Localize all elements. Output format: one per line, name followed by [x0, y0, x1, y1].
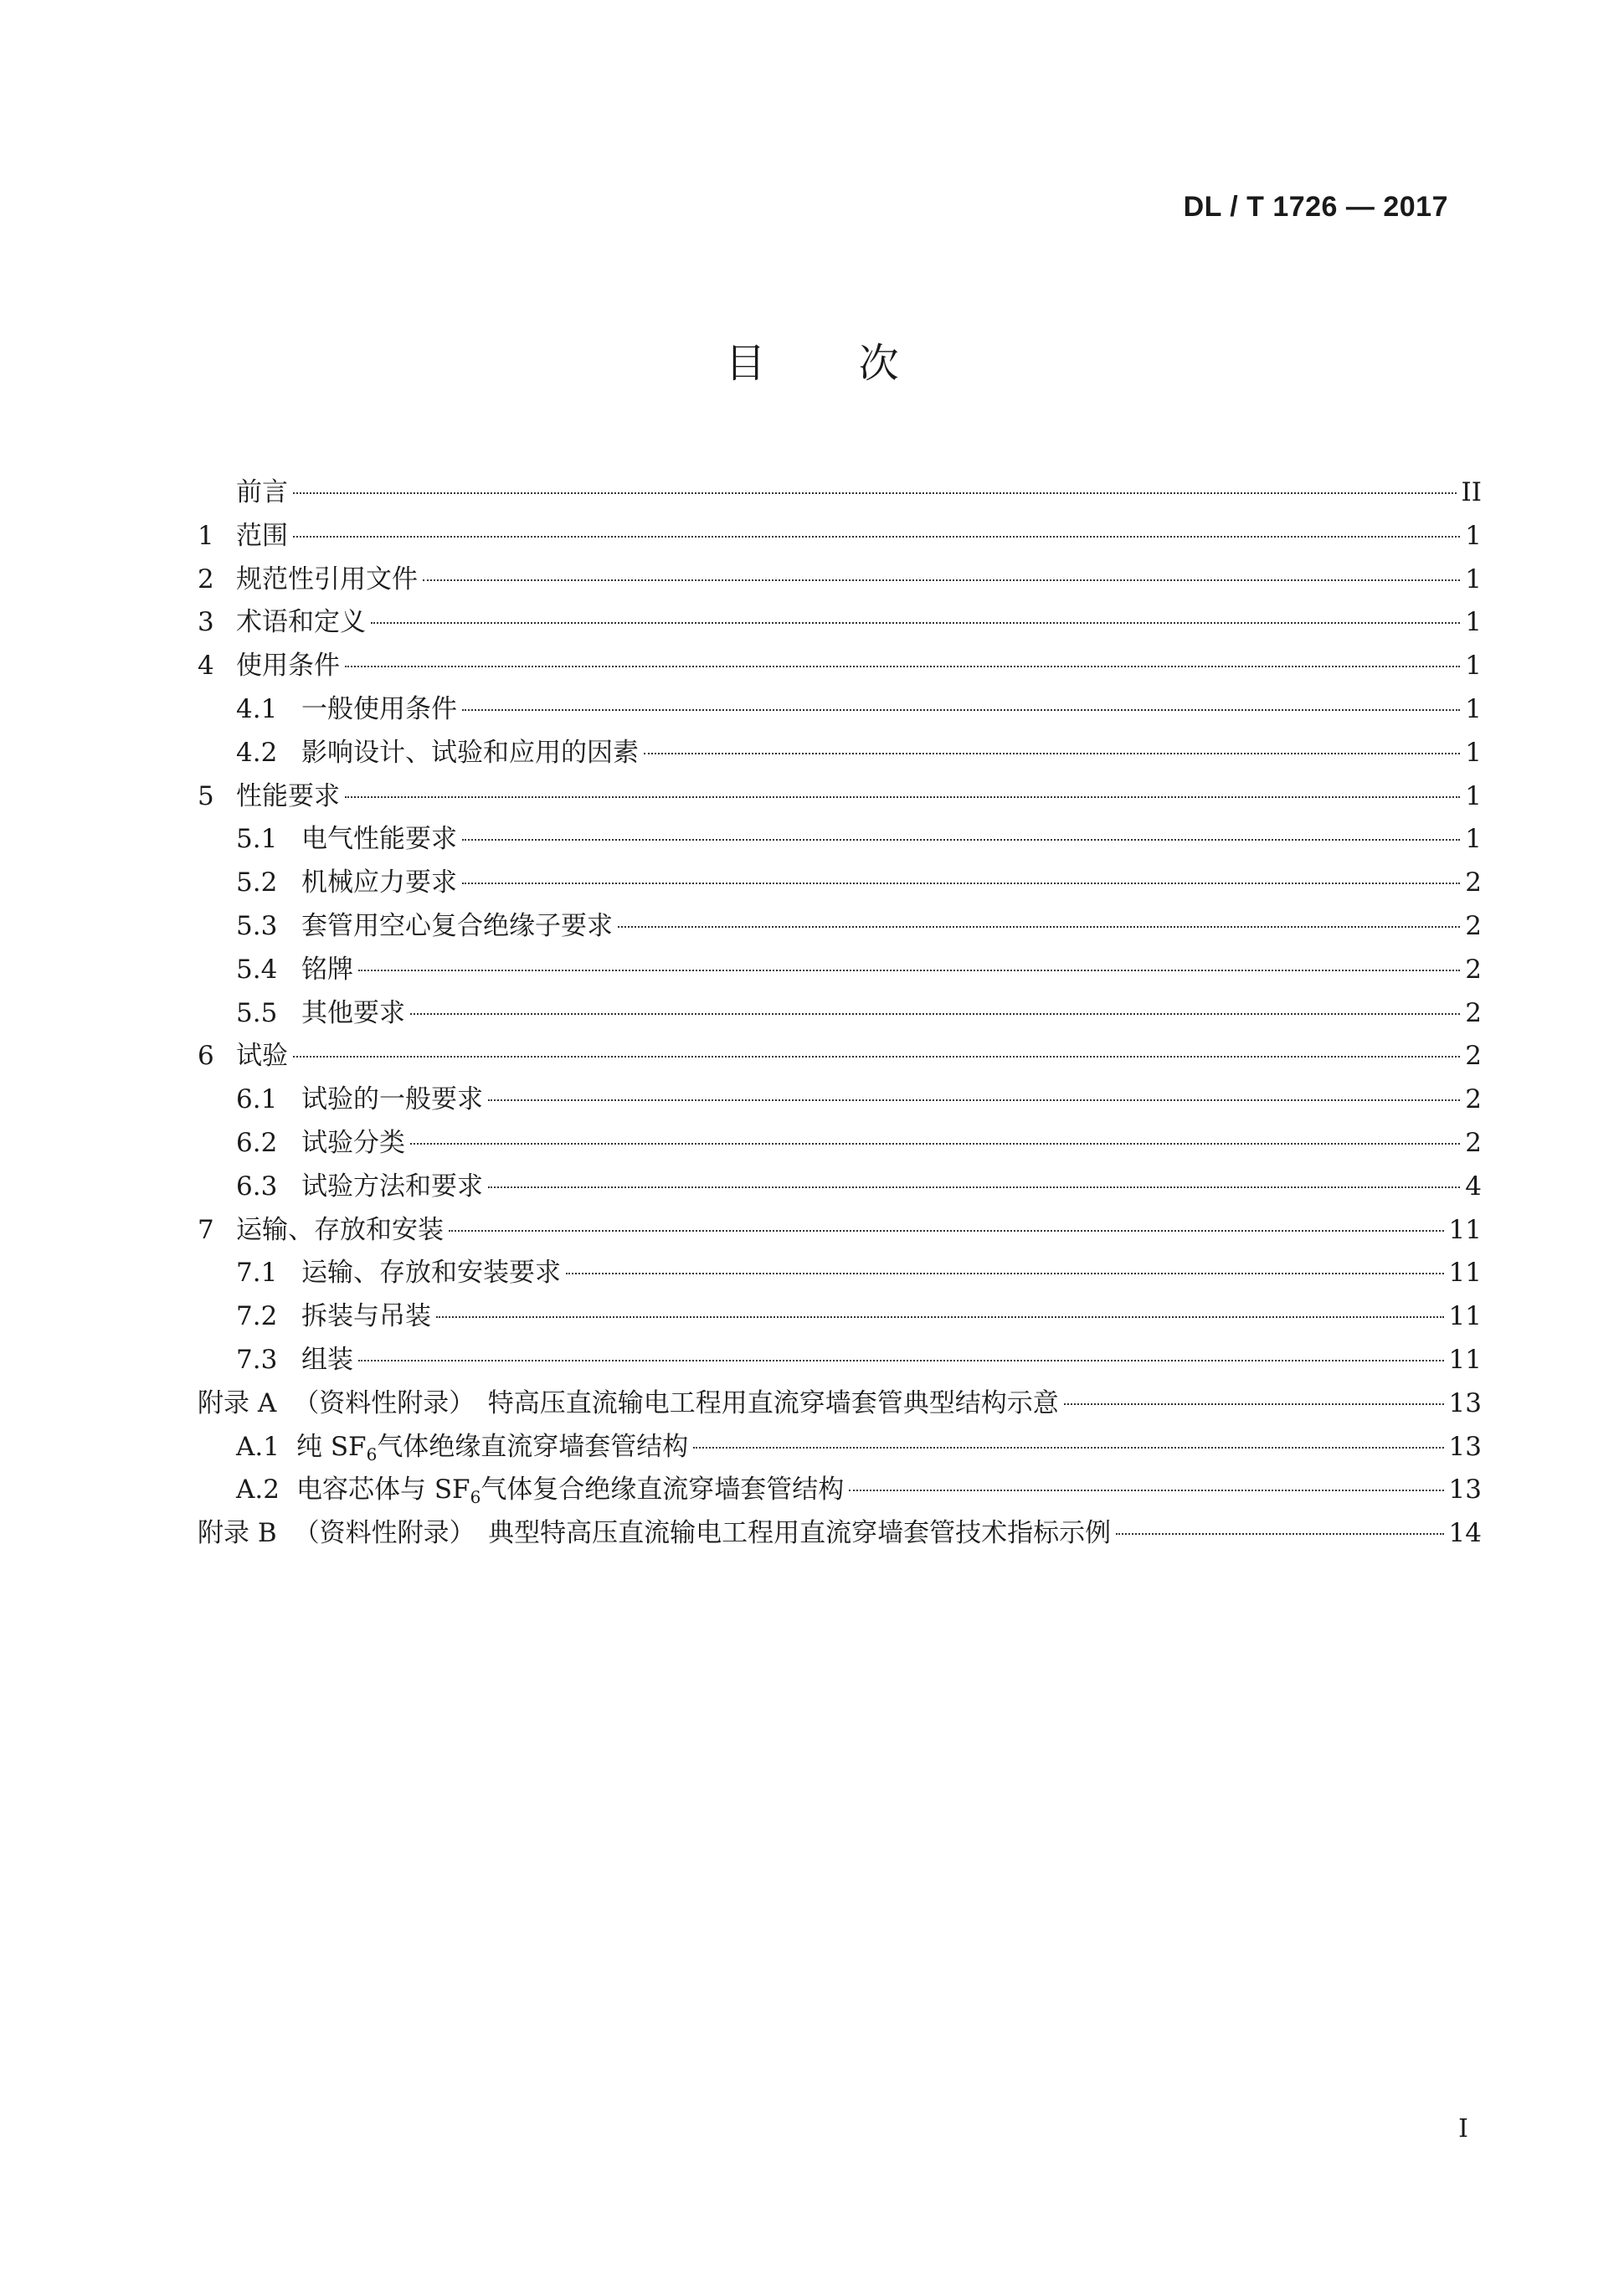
toc-entry-title: 试验的一般要求 [301, 1084, 483, 1115]
toc-leader-dots [1064, 1403, 1444, 1405]
toc-entry[interactable] [198, 1468, 1482, 1511]
toc-entry-title: 铭牌 [301, 954, 353, 985]
toc-entry[interactable] [198, 1165, 1482, 1208]
toc-entry-number: 4.1 [236, 693, 278, 724]
toc-entry[interactable] [198, 1078, 1482, 1121]
toc-entry-page: 1 [1465, 520, 1482, 551]
toc-leader-dots [644, 753, 1460, 754]
toc-entry-number: 7 [198, 1214, 214, 1245]
toc-entry-page: 2 [1465, 910, 1482, 941]
toc-entry[interactable] [198, 687, 1482, 731]
toc-entry-number: 附录 B [198, 1518, 277, 1549]
toc-entry-title: 术语和定义 [236, 607, 366, 638]
toc-entry[interactable] [198, 948, 1482, 991]
toc-entry-page: 1 [1465, 651, 1482, 682]
toc-entry-title [296, 1468, 844, 1507]
toc-leader-dots [410, 1013, 1460, 1015]
toc-leader-dots [1116, 1533, 1443, 1535]
toc-entry-page: II [1461, 477, 1482, 507]
toc-leader-dots [566, 1273, 1444, 1274]
toc-entry[interactable] [198, 558, 1482, 601]
toc-entry-page: 2 [1465, 1084, 1482, 1115]
toc-entry-title: 性能要求 [236, 780, 340, 811]
toc-leader-dots [371, 622, 1460, 624]
toc-entry-title: 影响设计、试验和应用的因素 [301, 737, 639, 768]
toc-entry-number: 5.4 [236, 954, 278, 985]
toc-entry-title: 套管用空心复合绝缘子要求 [301, 910, 613, 941]
toc-entry-number: A.1 [236, 1431, 280, 1462]
toc-entry-page: 2 [1465, 1127, 1482, 1158]
toc-entry-page: 13 [1448, 1387, 1482, 1418]
toc-entry[interactable] [198, 731, 1482, 775]
toc-entry[interactable] [198, 1382, 1482, 1425]
toc-leader-dots [293, 536, 1460, 538]
toc-entry-title: 机械应力要求 [301, 867, 457, 898]
toc-entry-number: 5 [198, 780, 214, 811]
toc-entry-page: 2 [1465, 954, 1482, 985]
toc-leader-dots [423, 579, 1460, 581]
toc-entry[interactable] [198, 514, 1482, 558]
toc-entry[interactable] [198, 1208, 1482, 1252]
toc-entry-title-part: 气体绝缘直流穿墙套管结构 [377, 1431, 689, 1462]
toc-entry-title: 试验方法和要求 [301, 1171, 483, 1202]
toc-entry-page: 1 [1465, 693, 1482, 724]
toc-entry[interactable] [198, 1511, 1482, 1555]
toc-entry-title: 试验 [236, 1041, 288, 1072]
toc-entry-title: （资料性附录） 典型特高压直流输电工程用直流穿墙套管技术指标示例 [293, 1518, 1112, 1549]
toc-entry-page: 11 [1448, 1258, 1482, 1289]
toc-entry-page: 2 [1465, 997, 1482, 1028]
toc-leader-dots [488, 1099, 1460, 1101]
toc-leader-dots [436, 1316, 1444, 1318]
toc-leader-dots [693, 1447, 1443, 1449]
toc-leader-dots [462, 883, 1460, 884]
toc-leader-dots [358, 1360, 1444, 1361]
toc-entry-page: 1 [1465, 780, 1482, 811]
toc-entry-title: 试验分类 [301, 1127, 405, 1158]
toc-entry-page: 13 [1448, 1431, 1482, 1462]
page-number: I [1458, 2114, 1468, 2144]
toc-entry-title-subscript: 6 [366, 1444, 378, 1464]
table-of-contents [198, 471, 1482, 1555]
toc-entry-page: 1 [1465, 737, 1482, 768]
toc-entry-number: 附录 A [198, 1387, 277, 1418]
toc-entry[interactable] [198, 775, 1482, 818]
toc-entry[interactable] [198, 644, 1482, 687]
toc-entry-title: 运输、存放和安装 [236, 1214, 444, 1245]
toc-entry-page: 4 [1465, 1171, 1482, 1202]
toc-entry-number: 5.2 [236, 867, 278, 898]
toc-leader-dots [293, 492, 1457, 494]
toc-entry-number: 6.2 [236, 1127, 278, 1158]
toc-entry-number: 7.2 [236, 1301, 278, 1332]
toc-entry-page: 11 [1448, 1344, 1482, 1375]
toc-entry-title: 一般使用条件 [301, 693, 457, 724]
toc-entry-page: 11 [1448, 1301, 1482, 1332]
toc-entry-page: 14 [1448, 1518, 1482, 1549]
toc-entry-page: 2 [1465, 1041, 1482, 1072]
toc-entry-number: A.2 [236, 1475, 280, 1505]
toc-entry[interactable] [198, 861, 1482, 904]
toc-entry[interactable] [198, 904, 1482, 948]
toc-entry[interactable] [198, 1121, 1482, 1165]
toc-entry-title: 运输、存放和安装要求 [301, 1258, 561, 1289]
toc-entry-title: 拆装与吊装 [301, 1301, 431, 1332]
toc-entry-number: 1 [198, 520, 214, 551]
toc-entry[interactable] [198, 1034, 1482, 1078]
toc-entry-number: 5.3 [236, 910, 278, 941]
toc-entry[interactable] [198, 991, 1482, 1035]
toc-leader-dots [410, 1143, 1460, 1145]
toc-entry[interactable] [198, 471, 1482, 514]
toc-entry-number: 7.1 [236, 1258, 278, 1289]
toc-entry-title: 电气性能要求 [301, 824, 457, 855]
toc-leader-dots [449, 1230, 1444, 1232]
toc-entry-number: 3 [198, 607, 214, 638]
toc-entry-title: 范围 [236, 520, 288, 551]
toc-entry-page: 11 [1448, 1214, 1482, 1245]
standard-code: DL / T 1726 — 2017 [1183, 191, 1448, 223]
toc-entry-number: 5.1 [236, 824, 278, 855]
toc-leader-dots [358, 970, 1460, 971]
toc-leader-dots [849, 1490, 1443, 1491]
toc-entry-page: 1 [1465, 607, 1482, 638]
toc-entry-title-part: 气体复合绝缘直流穿墙套管结构 [481, 1475, 845, 1505]
toc-entry-title: 使用条件 [236, 651, 340, 682]
toc-leader-dots [293, 1056, 1460, 1058]
toc-entry[interactable] [198, 1251, 1482, 1294]
title-char-left: 目 [725, 340, 766, 387]
page-title [0, 331, 1624, 389]
toc-leader-dots [345, 796, 1460, 798]
toc-entry-page: 1 [1465, 564, 1482, 594]
toc-leader-dots [488, 1186, 1460, 1188]
toc-entry-title-subscript: 6 [470, 1487, 481, 1508]
toc-entry-number: 6.3 [236, 1171, 278, 1202]
toc-entry[interactable] [198, 817, 1482, 861]
toc-entry-number: 7.3 [236, 1344, 278, 1375]
toc-entry-page: 2 [1465, 867, 1482, 898]
toc-leader-dots [462, 709, 1460, 711]
toc-entry-title: 前言 [236, 477, 288, 507]
toc-entry[interactable] [198, 1294, 1482, 1338]
toc-entry-number: 5.5 [236, 997, 278, 1028]
toc-entry-title-part: 纯 SF [296, 1431, 367, 1462]
toc-entry-number: 6.1 [236, 1084, 278, 1115]
toc-entry[interactable] [198, 1425, 1482, 1469]
toc-leader-dots [618, 926, 1460, 928]
toc-leader-dots [345, 666, 1460, 667]
toc-entry-title: 规范性引用文件 [236, 564, 418, 594]
toc-entry-number: 6 [198, 1041, 214, 1072]
title-char-right: 次 [858, 340, 899, 387]
toc-entry-title: 组装 [301, 1344, 353, 1375]
toc-entry-page: 1 [1465, 824, 1482, 855]
toc-entry-number: 4.2 [236, 737, 278, 768]
toc-entry-title-part: 电容芯体与 SF [296, 1475, 470, 1505]
toc-leader-dots [462, 839, 1460, 841]
toc-entry-number: 2 [198, 564, 214, 594]
toc-entry[interactable] [198, 600, 1482, 644]
toc-entry-title [296, 1425, 688, 1464]
toc-entry-number: 4 [198, 651, 214, 682]
toc-entry-page: 13 [1448, 1475, 1482, 1505]
toc-entry[interactable] [198, 1338, 1482, 1382]
toc-entry-title: 其他要求 [301, 997, 405, 1028]
toc-entry-title: （资料性附录） 特高压直流输电工程用直流穿墙套管典型结构示意 [293, 1387, 1059, 1418]
